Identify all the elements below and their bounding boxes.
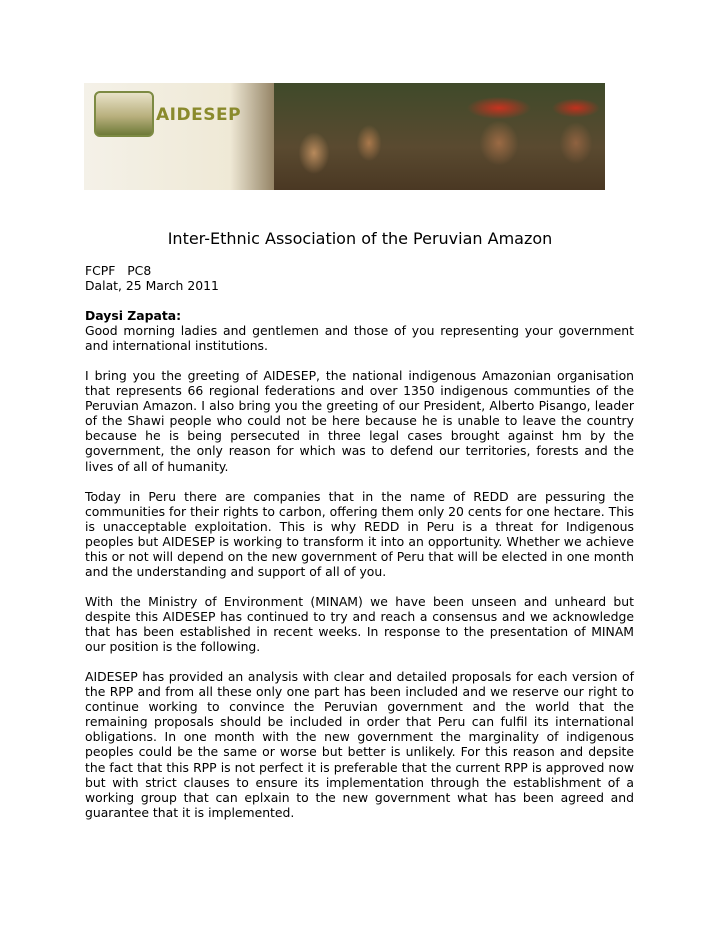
speaker-name: Daysi Zapata: xyxy=(85,308,182,323)
banner-photo xyxy=(274,83,605,190)
header-banner xyxy=(84,83,605,190)
meta-line-1: FCPF PC8 xyxy=(85,263,152,278)
document-title: Inter-Ethnic Association of the Peruvian Amazon xyxy=(167,229,553,248)
paragraph-2: I bring you the greeting of AIDESEP, the national indigenous Amazonian organisation that represents 66 regional federations and over 1350 indigenous communties of the Peruvian Amazon. I also bring you the greeting of our President, Alberto Pisango, leader of the Shawi people who could not be here because he is unable to leave the country because he is being persecuted in three legal cases brought against hm by the government, the only reason for which was to defend our territories, forests and the lives of all of humanity. xyxy=(85,368,634,474)
banner-logo-text: AIDESEP xyxy=(156,105,242,125)
paragraph-4: With the Ministry of Environment (MINAM) we have been unseen and unheard but despite this AIDESEP has continued to try and reach a consensus and we acknowledge that has been established in recent weeks. In response to the presentation of MINAM our position is the following. xyxy=(85,594,634,655)
aidesep-logo-icon xyxy=(94,91,154,137)
meta-line-2: Dalat, 25 March 2011 xyxy=(85,278,219,293)
paragraph-1: Good morning ladies and gentlemen and those of you representing your government and international institutions. xyxy=(85,323,634,354)
paragraph-5: AIDESEP has provided an analysis with clear and detailed proposals for each version of the RPP and from all these only one part has been included and we reserve our right to continue working to convince the Peruvian government and the world that the remaining proposals should be included in order that Peru can fulfil its international obligations. In one month with the new government the marginality of indigenous peoples could be the same or worse but better is unlikely. For this reason and depsite the fact that this RPP is not perfect it is preferable that the current RPP is approved now but with strict clauses to ensure its implementation through the establishment of a working group that can eplxain to the new government what has been agreed and guarantee that it is implemented. xyxy=(85,669,634,820)
paragraph-3: Today in Peru there are companies that in the name of REDD are pessuring the communities for their rights to carbon, offering them only 20 cents for one hectare. This is unacceptable exploitation. This is why REDD in Peru is a threat for Indigenous peoples but AIDESEP is working to transform it into an opportunity. Whether we achieve this or not will depend on the new government of Peru that will be elected in one month and the understanding and support of all of you. xyxy=(85,489,634,580)
